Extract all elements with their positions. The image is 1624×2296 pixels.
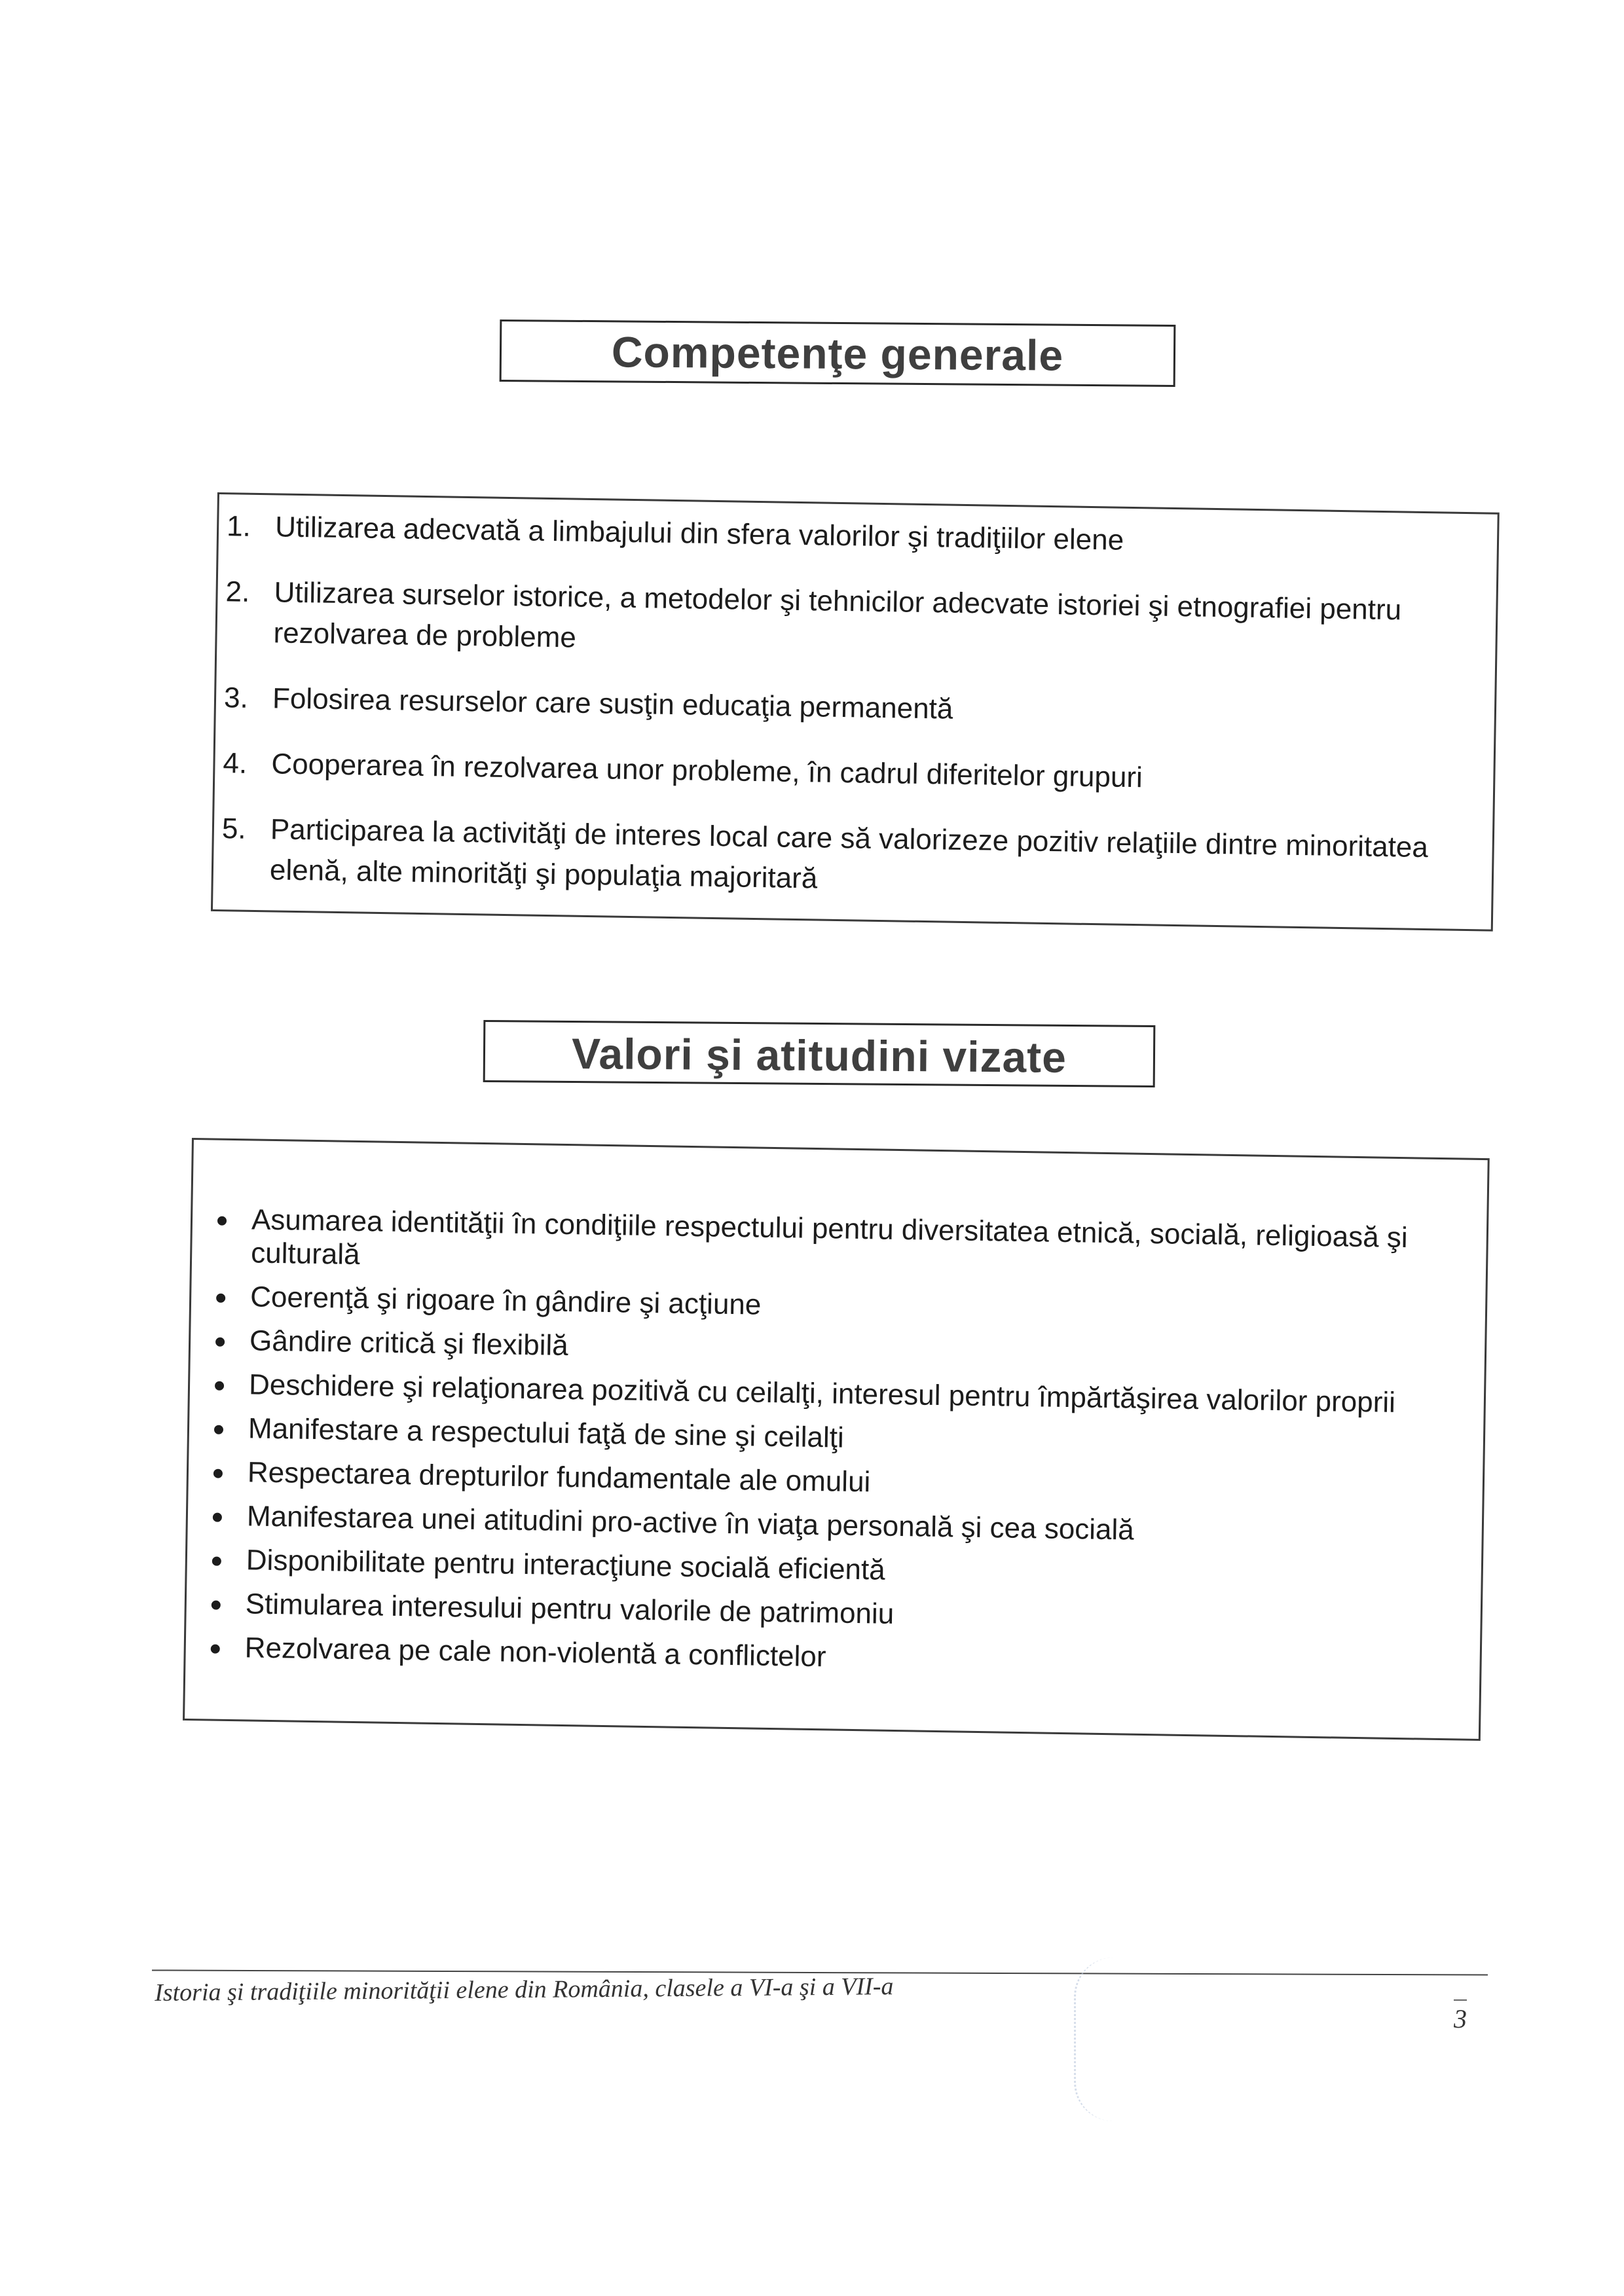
valori-item: [217, 1203, 1460, 1289]
valori-item: [213, 1455, 1457, 1508]
valori-list: [185, 1140, 1487, 1684]
valori-item: [213, 1499, 1456, 1552]
valori-box: [183, 1138, 1490, 1741]
competente-item-5: [221, 809, 1466, 909]
competente-item-3: [224, 678, 1469, 738]
competente-item-4: [223, 743, 1467, 803]
valori-item: [216, 1280, 1460, 1333]
item-text: Stimularea interesului pentru valorile de patrimoniu: [245, 1588, 895, 1630]
competente-item-2: [225, 572, 1470, 672]
item-text: Deschidere şi relaţionarea pozitivă cu ceilalţi, interesul pentru împărtăşirea valorilor proprii: [248, 1368, 1396, 1419]
valori-item: [211, 1587, 1454, 1640]
competente-item-1: [227, 506, 1471, 566]
item-text: Folosirea resurselor care susţin educaţia permanentă: [272, 682, 953, 725]
bullet-icon: [214, 1425, 223, 1434]
item-text: Utilizarea surselor istorice, a metodelor şi tehnicilor adecvate istoriei şi etnografiei pentru rezolvarea de probleme: [273, 576, 1402, 654]
item-number: 4.: [223, 747, 248, 780]
item-text: Coerenţă şi rigoare în gândire şi acţiune: [249, 1281, 762, 1321]
valori-item: [214, 1412, 1458, 1465]
item-text: Disponibilitate pentru interacţiune socială eficientă: [246, 1544, 886, 1586]
item-text: Asumarea identităţii în condiţiile respectului pentru diversitatea etnică, socială, religioasă şi culturală: [250, 1203, 1409, 1271]
faint-stamp-icon: [1074, 1958, 1154, 2121]
section-title-competente-text: Competenţe generale: [611, 327, 1064, 380]
item-text: Respectarea drepturilor fundamentale ale omului: [247, 1456, 871, 1499]
bullet-icon: [217, 1216, 227, 1226]
item-text: Utilizarea adecvată a limbajului din sfera valorilor şi tradiţiilor elene: [274, 511, 1124, 556]
competente-list: [213, 494, 1497, 910]
valori-item: [212, 1543, 1455, 1596]
bullet-icon: [215, 1338, 225, 1347]
item-number: 1.: [226, 510, 251, 543]
item-text: Cooperarea în rezolvarea unor probleme, în cadrul diferitelor grupuri: [271, 748, 1143, 794]
competente-box: [211, 492, 1500, 932]
bullet-icon: [211, 1645, 220, 1654]
bullet-icon: [215, 1381, 224, 1391]
item-number: 3.: [223, 682, 249, 714]
section-title-competente: [500, 319, 1176, 387]
page-number: 3: [1454, 1999, 1467, 2034]
item-text: Participarea la activităţi de interes local care să valorizeze pozitiv relaţiile dintre minoritatea elenă, alte minorităţi şi populaţia majoritară: [269, 813, 1429, 895]
item-text: Rezolvarea pe cale non-violentă a conflictelor: [244, 1631, 826, 1673]
valori-item: [215, 1368, 1458, 1421]
bullet-icon: [212, 1557, 221, 1566]
footer-text: Istoria şi tradiţiile minorităţii elene din România, clasele a VI-a şi a VII-a: [155, 1973, 894, 2007]
item-text: Gândire critică şi flexibilă: [249, 1324, 569, 1362]
bullet-icon: [213, 1469, 223, 1478]
item-text: Manifestare a respectului faţă de sine şi ceilalţi: [248, 1412, 845, 1454]
item-number: 5.: [221, 812, 247, 845]
valori-item: [210, 1631, 1454, 1684]
item-text: Manifestarea unei atitudini pro-active în viaţa personală şi cea socială: [246, 1500, 1135, 1546]
bullet-icon: [212, 1601, 221, 1610]
bullet-icon: [213, 1513, 222, 1522]
section-title-valori: [483, 1020, 1156, 1087]
item-number: 2.: [225, 575, 250, 608]
section-title-valori-text: Valori şi atitudini vizate: [571, 1029, 1067, 1082]
bullet-icon: [216, 1294, 225, 1303]
valori-item: [215, 1324, 1459, 1377]
